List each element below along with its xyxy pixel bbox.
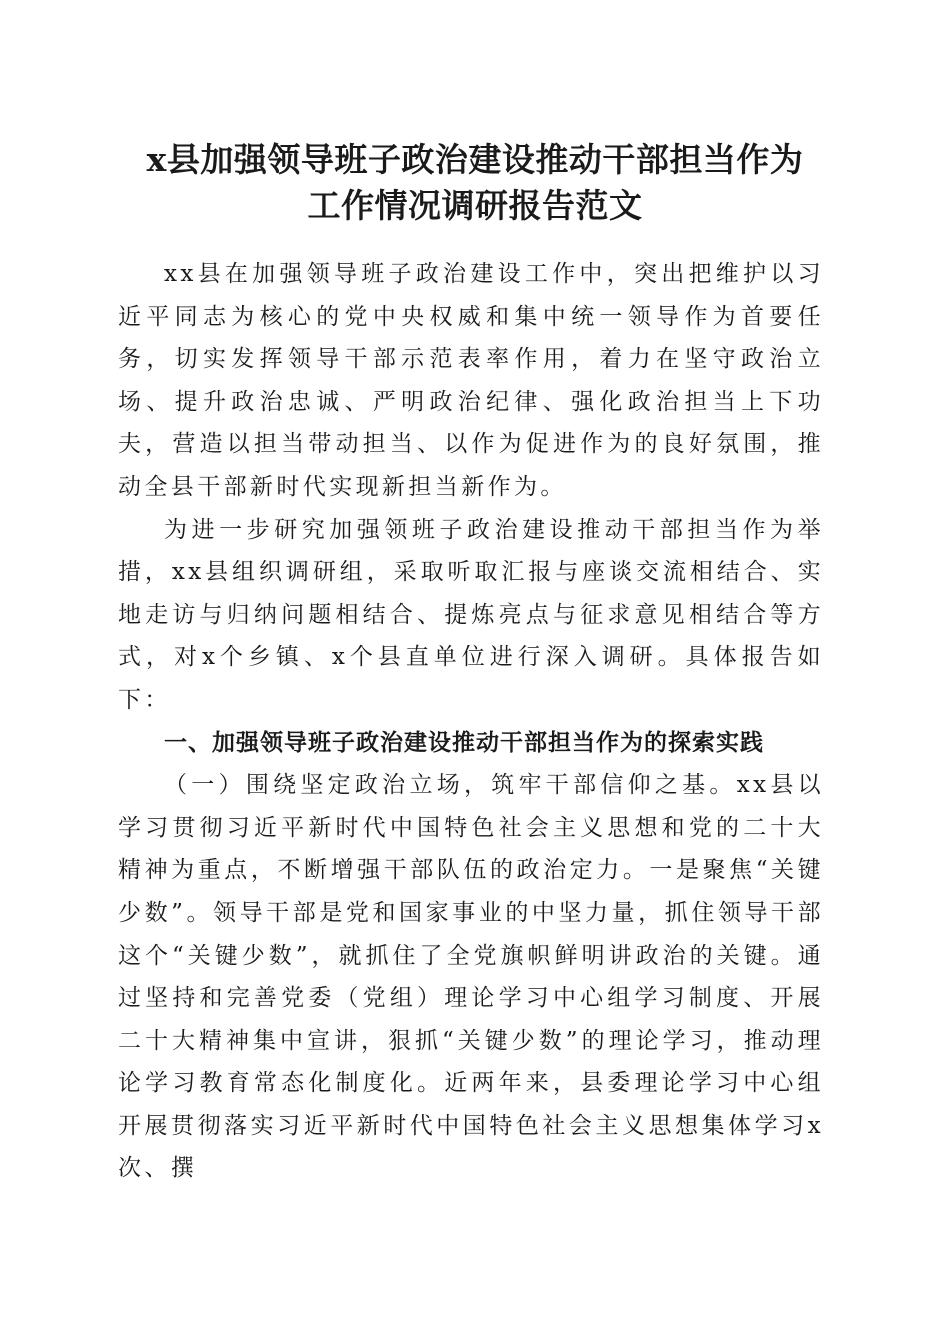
paragraph-subsection-1: （一）围绕坚定政治立场，筑牢干部信仰之基。xx县以学习贯彻习近平新时代中国特色社会主义思想和党的二十大精神为重点，不断增强干部队伍的政治定力。一是聚焦“关键少数”。领导干部是党和国家事业的中坚力量，抓住领导干部这个“关键少数”，就抓住了全党旗帜鲜明讲政治的关键。通过坚持和完善党委（党组）理论学习中心组学习制度、开展二十大精神集中宣讲，狠抓“关键少数”的理论学习，推动理论学习教育常态化制度化。近两年来，县委理论学习中心组开展贯彻落实习近平新时代中国特色社会主义思想集体学习x次、撰 xyxy=(118,772,824,1182)
paragraph-intro: xx县在加强领导班子政治建设工作中，突出把维护以习近平同志为核心的党中央权威和集中统一领导作为首要任务，切实发挥领导干部示范表率作用，着力在坚守政治立场、提升政治忠诚、严明政治纪律、强化政治担当上下功夫，营造以担当带动担当、以作为促进作为的良好氛围，推动全县干部新时代实现新担当新作为。 xyxy=(118,261,824,500)
section-heading-1: 一、加强领导班子政治建设推动干部担当作为的探索实践 xyxy=(164,729,764,756)
document-title-line-1: x县加强领导班子政治建设推动干部担当作为 xyxy=(146,140,804,179)
document-title-line-2: 工作情况调研报告范文 xyxy=(307,186,643,225)
document-body xyxy=(118,253,824,1190)
paragraph-method: 为进一步研究加强领班子政治建设推动干部担当作为举措，xx县组织调研组，采取听取汇报与座谈交流相结合、实地走访与归纳问题相结合、提炼亮点与征求意见相结合等方式，对x个乡镇、x个县直单位进行深入调研。具体报告如下： xyxy=(118,516,824,713)
